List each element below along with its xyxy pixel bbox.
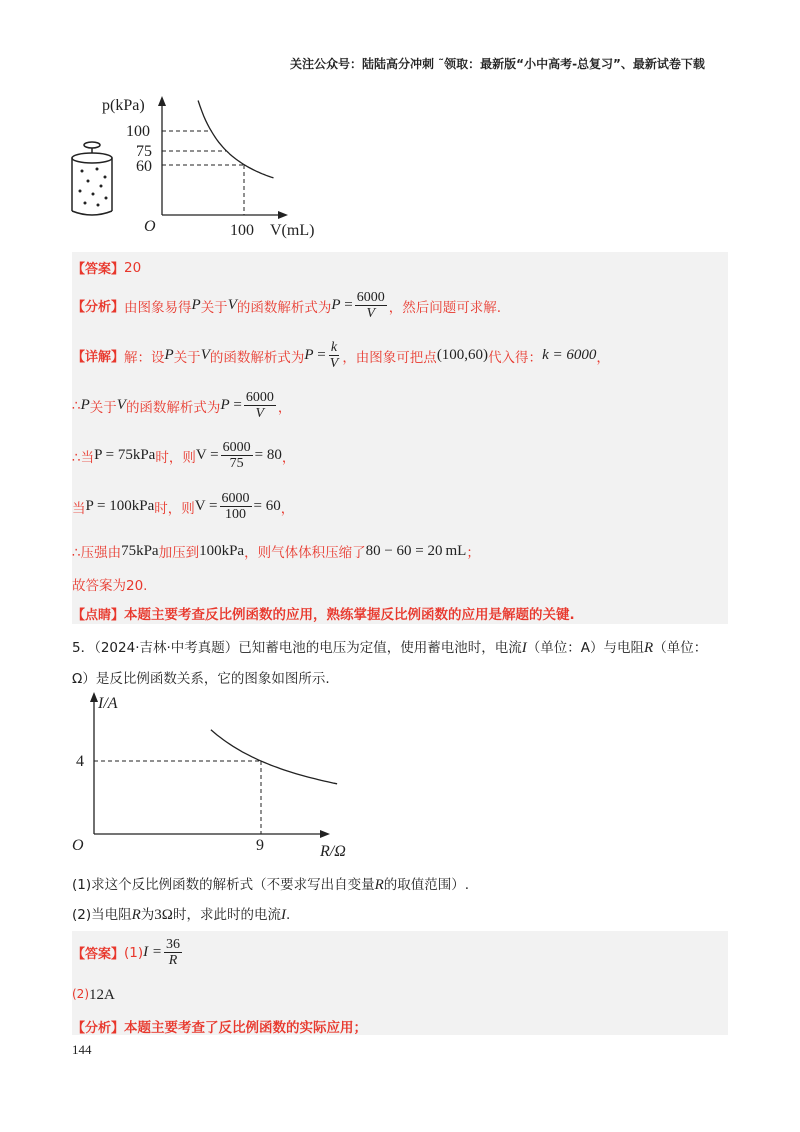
var-v: V: [200, 347, 210, 364]
fraction: $\frac{6000}{V}$: [356, 290, 385, 322]
equation: P = 100kPa: [85, 498, 155, 515]
fraction: $\frac{6000}{100}$: [221, 491, 250, 523]
origin-label: O: [72, 837, 84, 854]
var-r: R: [644, 640, 654, 656]
var-p: P: [164, 347, 174, 364]
q4-line3: ∴ P 关于 V 的函数解析式为 P = $\frac{6000}{V}$ ，: [72, 390, 292, 422]
line-text: 故答案为20.: [72, 578, 148, 594]
line-text: ，则气体体积压缩了: [244, 545, 366, 561]
analysis-text: 的函数解析式为: [236, 299, 332, 316]
q5-sub1: (1)求这个反比例函数的解析式（不要求写出自变量R的取值范围）.: [72, 877, 470, 893]
sub-index: (1): [124, 944, 144, 961]
line-text: 当: [72, 500, 86, 517]
x-tick-9: 9: [256, 837, 264, 854]
therefore-symbol: ∴: [72, 397, 81, 414]
analysis-text: 本题主要考查了反比例函数的实际应用；: [124, 1020, 368, 1036]
detail-text: 的函数解析式为: [209, 349, 305, 366]
answer-tag: 【答案】: [72, 262, 125, 277]
figure-pressure-volume: [60, 88, 340, 243]
answer-tag: 【答案】: [72, 947, 125, 963]
analysis-text: 关于: [200, 299, 228, 316]
var-p: P: [304, 347, 314, 364]
var-p: P: [191, 297, 201, 314]
line-text: 关于: [89, 399, 117, 416]
x-tick-100: 100: [230, 222, 254, 239]
k-value: k = 6000: [542, 347, 597, 364]
q5-stem-line1: 5．（2024·吉林·中考真题）已知蓄电池的电压为定值，使用蓄电池时，电流I（单位：A）与电阻R（单位：: [72, 640, 708, 656]
figure-current-resistance: [68, 690, 368, 862]
equation: = 80: [254, 447, 282, 464]
detail-text: ，由图象可把点: [342, 349, 437, 366]
detail-text: 解：设: [124, 349, 165, 366]
y-tick-4: 4: [76, 753, 84, 770]
resistance-value: 3Ω: [154, 907, 173, 923]
cylinder-icon: [72, 142, 112, 215]
line-text: 时，则: [154, 500, 195, 517]
q5-answer2-line: [72, 987, 115, 1004]
curve-i-r: [211, 730, 337, 784]
unit: mL: [445, 542, 467, 559]
var-r: R: [374, 877, 384, 893]
equation: 75kPa: [121, 542, 159, 559]
origin-label: O: [144, 218, 156, 235]
y-axis-label: p(kPa): [102, 97, 145, 114]
punct: ，: [281, 449, 296, 466]
var-i: I: [521, 640, 527, 656]
detail-text: 代入得：: [488, 349, 543, 366]
var-v: V: [116, 397, 126, 414]
punct: ，: [280, 500, 295, 517]
equation: 100kPa: [199, 542, 245, 559]
q5-stem-line2: Ω）是反比例函数关系，它的图象如图所示.: [72, 671, 330, 687]
var-p: P: [331, 297, 341, 314]
fraction: $\frac{k}{V}$: [329, 340, 339, 372]
line-text: 时，则: [155, 449, 196, 466]
q4-point-line: [72, 603, 575, 623]
fraction: $\frac{36}{R}$: [166, 937, 181, 969]
equation: V =: [194, 498, 218, 515]
q4-analysis-line: 【分析】 由图象易得 P 关于 V 的函数解析式为 P = $\frac{6000}{V}$ ，然后问题可求解.: [72, 290, 502, 322]
line-text: ∴压强由: [72, 545, 122, 561]
x-axis-label: R/Ω: [320, 843, 346, 860]
equation: 80 − 60 = 20: [365, 542, 443, 559]
punct: ，: [596, 349, 610, 366]
analysis-text: 由图象易得: [124, 299, 192, 316]
detail-tag: 【详解】: [72, 350, 125, 366]
q4-line6: [72, 541, 480, 561]
var-p: P: [220, 397, 230, 414]
fraction: $\frac{6000}{75}$: [222, 440, 251, 472]
curve-p-v: [198, 101, 273, 178]
y-tick-75: 75: [136, 143, 152, 160]
point-coord: (100,60): [436, 347, 489, 364]
q4-line4: [72, 440, 295, 472]
equation: V =: [195, 447, 219, 464]
line-text: 的函数解析式为: [125, 399, 221, 416]
y-axis-label: I/A: [98, 695, 118, 712]
punct: ；: [466, 545, 480, 561]
detail-text: 关于: [173, 349, 201, 366]
equation: I =: [143, 944, 163, 961]
q5-sub2: (2)当电阻R为3Ω时，求此时的电流I.: [72, 907, 291, 923]
equation: P = 75kPa: [94, 447, 156, 464]
analysis-tag: 【分析】: [72, 300, 125, 316]
analysis-tag: 【分析】: [72, 1020, 125, 1036]
var-v: V: [227, 297, 237, 314]
answer-value: 12A: [89, 987, 115, 1003]
answer-value: 20: [124, 259, 142, 276]
point-tag: 【点睛】: [72, 607, 125, 623]
q4-line5: [72, 491, 294, 523]
y-tick-100: 100: [126, 123, 150, 140]
page-number: 144: [72, 1042, 92, 1057]
q4-detail-line: 【详解】 解：设 P 关于 V 的函数解析式为 P = $\frac{k}{V}$ ，由图象可把点 (100,60) 代入得： k = 6000 ，: [72, 340, 610, 372]
line-text: ∴当: [72, 449, 95, 466]
point-text: 本题主要考查反比例函数的应用，熟练掌握反比例函数的应用是解题的关键.: [124, 607, 575, 623]
analysis-text: ，然后问题可求解.: [388, 299, 502, 316]
header-note: 关注公众号：陆陆高分冲刺 ˜领取：最新版“小中高考-总复习”、最新试卷下载: [290, 57, 705, 71]
q5-answer1-line: [72, 937, 184, 969]
line-text: 加压到: [158, 545, 200, 561]
q5-analysis-line: [72, 1016, 367, 1036]
x-axis-label: V(mL): [270, 222, 315, 239]
fraction: $\frac{6000}{V}$: [245, 390, 274, 422]
equation: = 60: [253, 498, 281, 515]
var-i: I: [280, 907, 286, 923]
q4-line7: [72, 574, 147, 594]
var-r: R: [131, 907, 141, 923]
q4-answer-line: [72, 258, 141, 277]
punct: ，: [277, 399, 292, 416]
var-p: P: [80, 397, 90, 414]
y-tick-60: 60: [136, 158, 152, 175]
sub-index: (2): [72, 987, 89, 1001]
